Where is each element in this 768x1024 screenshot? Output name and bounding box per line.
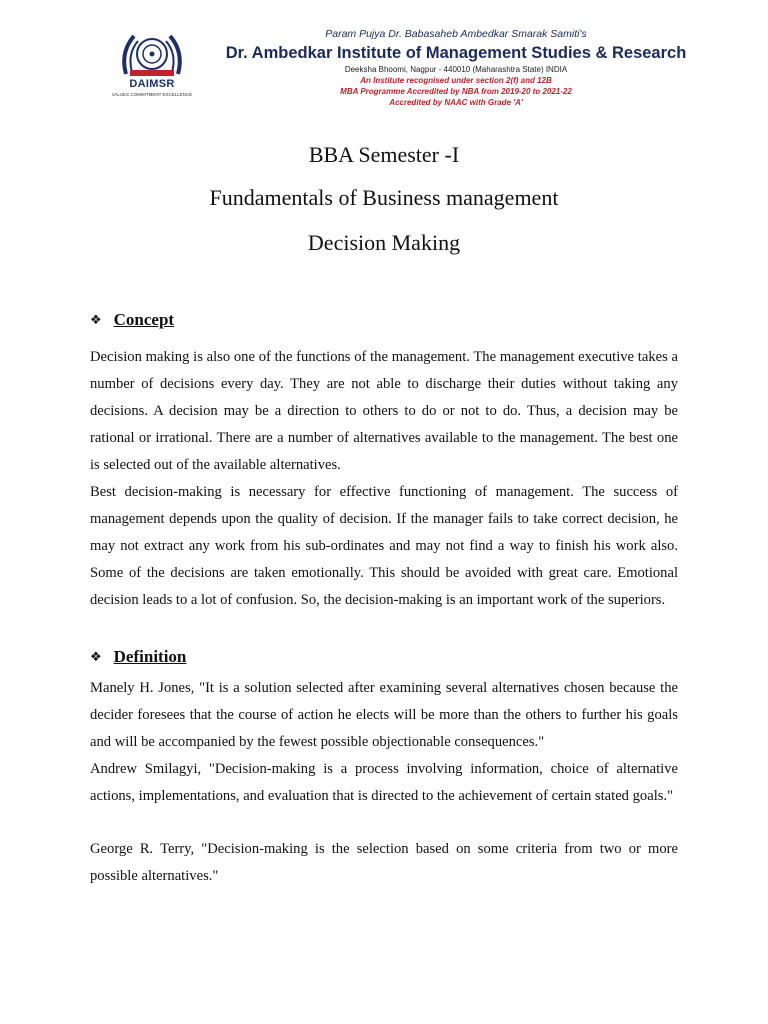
diamond-bullet-icon: ❖	[90, 649, 102, 665]
definition-heading-label: Definition	[113, 647, 187, 666]
samiti-name: Param Pujya Dr. Babasaheb Ambedkar Smarak Samiti's	[325, 28, 587, 40]
semester-title: BBA Semester -I	[308, 142, 460, 167]
letterhead	[0, 0, 768, 130]
diamond-bullet-icon: ❖	[90, 312, 102, 328]
subject-title: Fundamentals of Business management	[209, 185, 559, 210]
concept-paragraph: Decision making is also one of the functions of the management. The management executive takes a number of decisions every day. They are not able to discharge their duties without taking any decisions. A decision may be a direction to others to do or not to do. Thus, a decision may be rational or irrational. There are a number of alternatives available to the management. The best one is selected out of the available alternatives.	[90, 349, 678, 473]
institute-address: Deeksha Bhoomi, Nagpur - 440010 (Maharashtra State) INDIA	[344, 65, 568, 74]
recognition-line: An Institute recognised under section 2(f) and 12B	[360, 76, 552, 85]
topic-title: Decision Making	[307, 230, 461, 255]
naac-accreditation-line: Accredited by NAAC with Grade 'A'	[389, 98, 523, 107]
logo-motto: VALUES COMMITMENT EXCELLENCE	[111, 92, 193, 97]
concept-paragraph: Best decision-making is necessary for effective functioning of management. The success of management depends upon the quality of decision. If the manager fails to take correct decision, he may not extract any work from his sub-ordinates and may not find a way to finish his work also. Some of the decisions are taken emotionally. This should be avoided with great care. Emotional decision leads to a lot of confusion. So, the decision-making is an important work of the superiors.	[90, 484, 678, 608]
institute-name: Dr. Ambedkar Institute of Management Studies & Research	[225, 44, 687, 62]
concept-heading-label: Concept	[113, 310, 175, 329]
definition-jones: Manely H. Jones, "It is a solution selected after examining several alternatives chosen because the decider foresees that the course of action he elects will be more than the others to further his goals and will be accompanied by the fewest possible objectionable consequences."	[90, 680, 678, 750]
definition-smilagyi: Andrew Smilagyi, "Decision-making is a process involving information, choice of alternative actions, implementations, and evaluation that is directed to the achievement of certain stated goals."	[90, 761, 678, 804]
definition-terry: George R. Terry, "Decision-making is the selection based on some criteria from two or more possible alternatives."	[90, 841, 678, 884]
nba-accreditation-line: MBA Programme Accredited by NBA from 2019-20 to 2021-22	[340, 87, 572, 96]
concept-heading	[90, 310, 174, 330]
definition-heading	[90, 647, 186, 667]
logo-wordmark: DAIMSR	[129, 78, 175, 90]
